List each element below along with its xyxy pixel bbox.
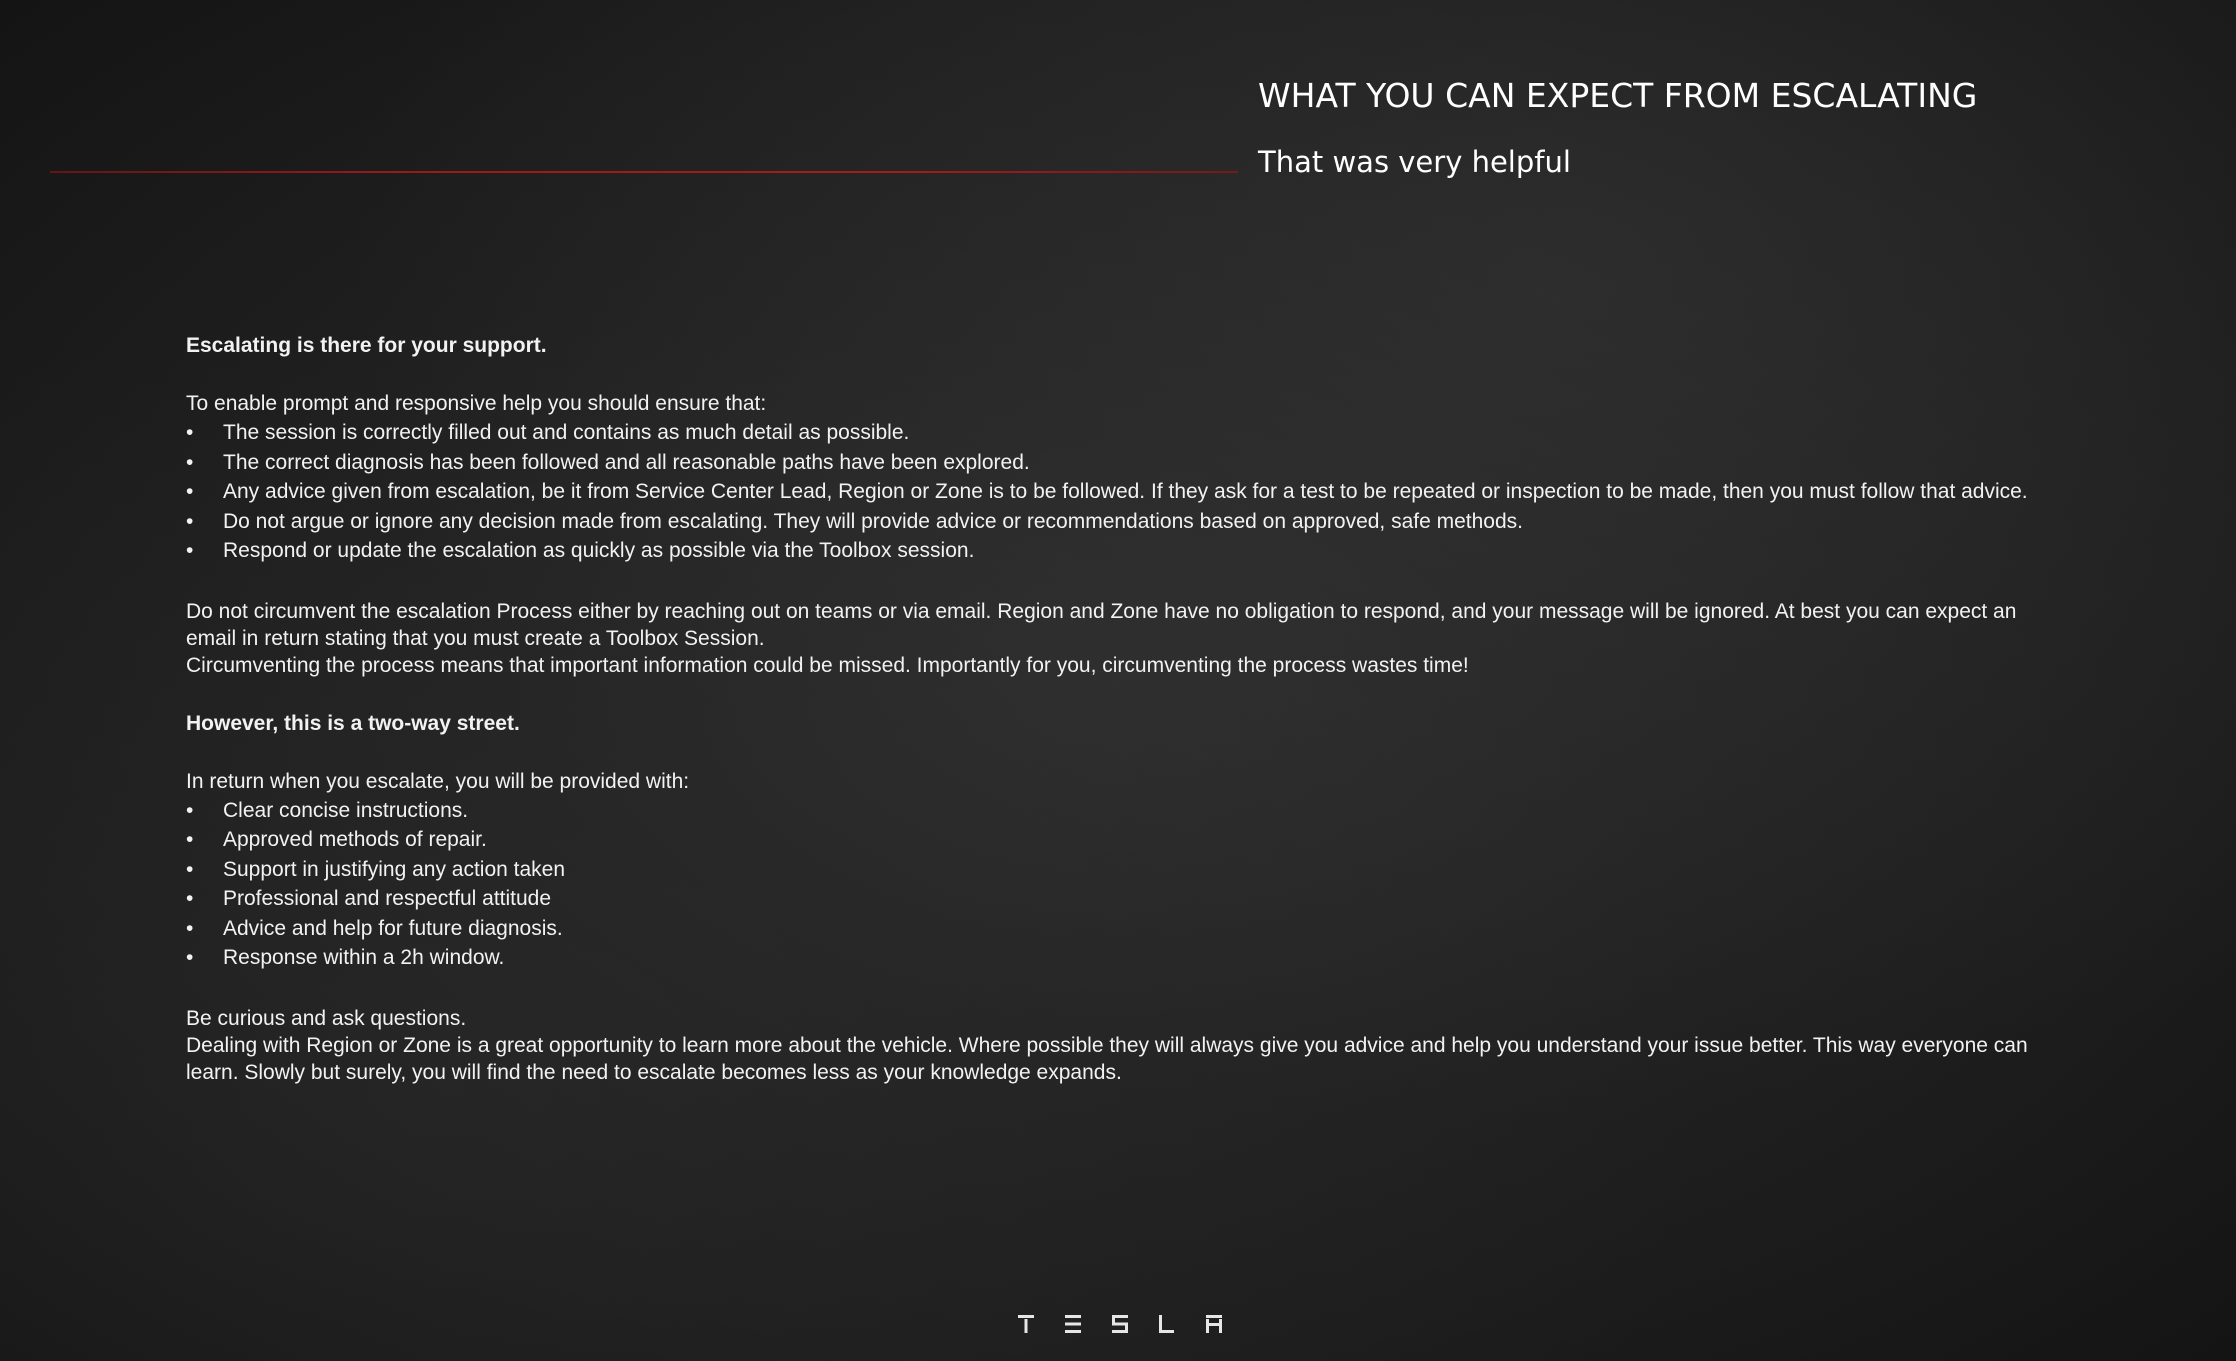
paragraph-circumvent: Do not circumvent the escalation Process either by reaching out on teams or via email. Region and Zone have no obligation to respond, and your message will be ignored. At best you can expect an email in return stating that you must create a Toolbox Session. (186, 599, 2017, 650)
heading-two-way: However, this is a two-way street. (186, 711, 520, 735)
bullet-icon: • (186, 798, 194, 822)
paragraph-circumvent-2: Circumventing the process means that important information could be missed. Importantly for you, circumventing the process wastes time! (186, 653, 1469, 677)
bullet-icon: • (186, 857, 194, 881)
bullet-icon: • (186, 946, 194, 969)
intro-provided: In return when you escalate, you will be provided with: (186, 769, 690, 793)
page-subtitle: That was very helpful (1258, 145, 1571, 179)
paragraph-curious: Be curious and ask questions. (186, 1006, 467, 1030)
body-text (186, 332, 2046, 1086)
list-item: • The session is correctly filled out and contains as much detail as possible. (186, 421, 910, 444)
bullet-icon: • (186, 421, 194, 444)
list-item: • Clear concise instructions. (186, 798, 469, 822)
bullet-icon: • (186, 539, 194, 562)
intro-ensure: To enable prompt and responsive help you should ensure that: (186, 392, 767, 415)
page-title: WHAT YOU CAN EXPECT FROM ESCALATING (1258, 76, 1978, 115)
list-item: • Respond or update the escalation as quickly as possible via the Toolbox session. (186, 539, 975, 562)
bullet-icon: • (186, 887, 194, 910)
bullet-icon: • (186, 916, 194, 940)
list-item: • Support in justifying any action taken (186, 857, 566, 881)
bullet-icon: • (186, 828, 194, 851)
bullet-icon: • (186, 450, 194, 474)
paragraph-learn: Dealing with Region or Zone is a great opportunity to learn more about the vehicle. Where possible they will always give you advice and help you understand your issue better. This way everyone can learn. Slowly but surely, you will find the need to escalate becomes less as your knowledge expands. (186, 1033, 2028, 1084)
list-item: • Do not argue or ignore any decision made from escalating. They will provide advice or recommendations based on approved, safe methods. (186, 509, 1524, 533)
bullet-list-ensure (186, 419, 2046, 564)
list-item: • Any advice given from escalation, be it from Service Center Lead, Region or Zone is to be followed. If they ask for a test to be repeated or inspection to be made, then you must follow that advice. (186, 480, 2028, 503)
list-item: • Advice and help for future diagnosis. (186, 916, 563, 940)
heading-support: Escalating is there for your support. (186, 334, 547, 357)
list-item: • Approved methods of repair. (186, 828, 487, 851)
tesla-logo-icon (1018, 1314, 1222, 1334)
list-item: • Response within a 2h window. (186, 946, 505, 969)
bullet-icon: • (186, 509, 194, 533)
list-item: • The correct diagnosis has been followed and all reasonable paths have been explored. (186, 450, 1030, 474)
bullet-icon: • (186, 480, 194, 503)
bullet-list-provided (186, 797, 2046, 972)
list-item: • Professional and respectful attitude (186, 887, 552, 910)
accent-divider (50, 171, 1238, 173)
